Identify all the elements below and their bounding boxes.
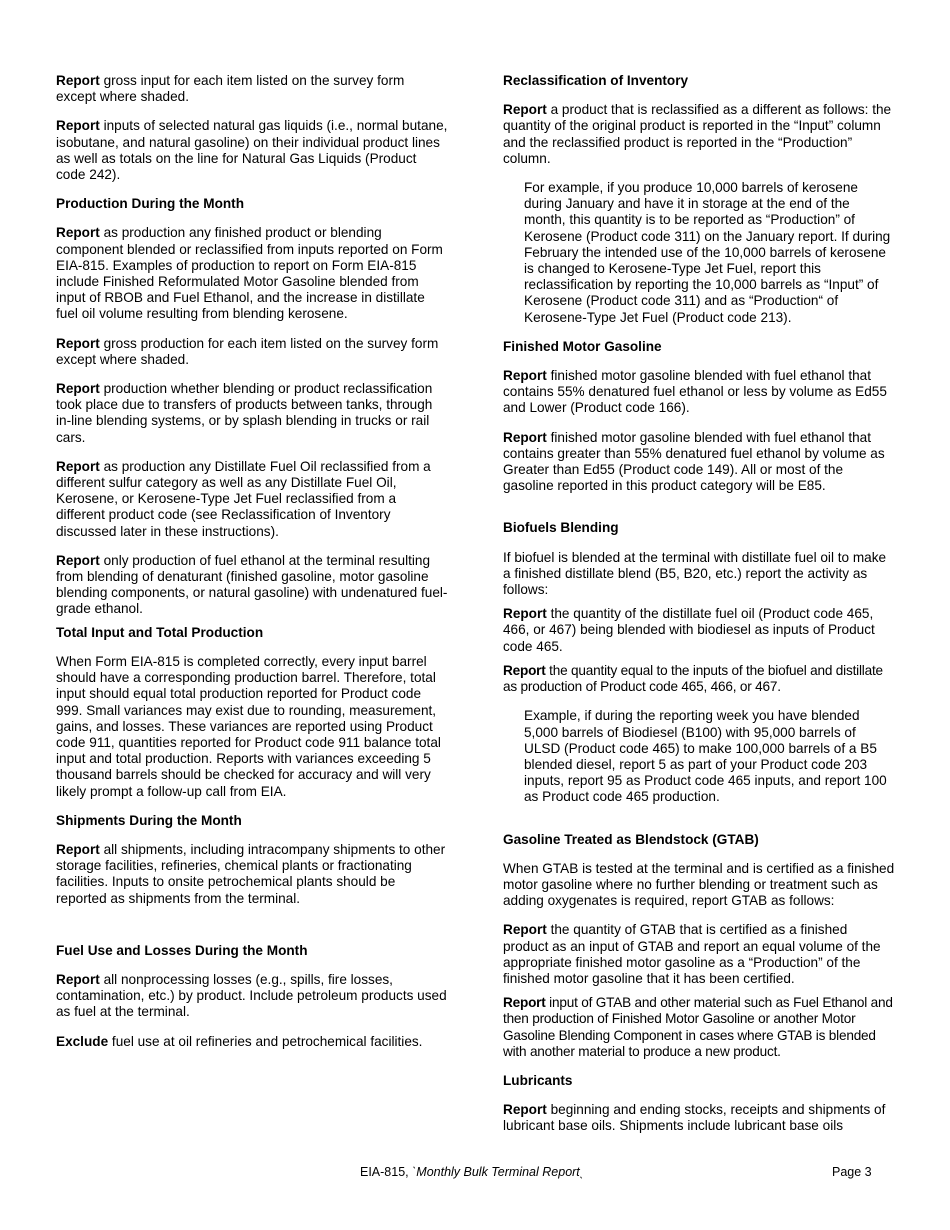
section-heading-gtab: Gasoline Treated as Blendstock (GTAB) (503, 831, 759, 847)
example-paragraph: For example, if you produce 10,000 barrels of kerosene during January and have it in storage at the end of the month, this quantity is to be reported as “Production” of Kerosene (Product code 311) on the January report. If during February the intended use of the 10,000 barrels of kerosene is changed to Kerosene-Type Jet Fuel, report this reclassification by reporting the 10,000 barrels as “Input” of Kerosene (Product code 311) and as “Production“ of Kerosene-Type Jet Fuel (Product code 213). (524, 180, 891, 325)
paragraph: Report finished motor gasoline blended with fuel ethanol that contains 55% denatured fuel ethanol or less by volume as Ed55 and Lower (Product code 166). (503, 368, 887, 416)
page-number: Page 3 (832, 1165, 872, 1179)
section-heading-lubricants: Lubricants (503, 1072, 573, 1088)
example-paragraph: Example, if during the reporting week you have blended 5,000 barrels of Biodiesel (B100) with 95,000 barrels of ULSD (Product code 465) to make 100,000 barrels of a B5 blended diesel, report 5 as part of your Product code 203 inputs, report 95 as Product code 465 inputs, and report 100 as Product code 465 production. (524, 708, 887, 805)
paragraph: Report input of GTAB and other material such as Fuel Ethanol and then production of Finished Motor Gasoline or another Motor Gasoline Blending Component in cases where GTAB is blended with another material to produce a new product. (503, 995, 893, 1059)
paragraph: Report only production of fuel ethanol at the terminal resulting from blending of denaturant (finished gasoline, motor gasoline blending components, or natural gasoline) with undenatured fuel-grade ethanol. (56, 552, 448, 617)
paragraph: If biofuel is blended at the terminal with distillate fuel oil to make a finished distillate blend (B5, B20, etc.) report the activity as follows: (503, 549, 887, 598)
paragraph: Report production whether blending or product reclassification took place due to transfers of products between tanks, through in-line blending systems, or by splash blending in trucks or rail cars. (56, 381, 433, 445)
paragraph: When GTAB is tested at the terminal and is certified as a finished motor gasoline where no further blending or treatment such as adding oxygenates is required, report GTAB as follows: (503, 860, 895, 909)
paragraph: Report inputs of selected natural gas liquids (i.e., normal butane, isobutane, and natural gasoline) on their individual product lines as well as totals on the line for Natural Gas Liquids (Product code 242). (56, 118, 448, 183)
paragraph: When Form EIA-815 is completed correctly, every input barrel should have a corresponding production barrel. Therefore, total input should equal total production reported for Product code 999. Small variances may exist due to rounding, measurement, gains, and losses. These variances are reported using Product code 911, quantities reported for Product code 911 balance total input and total production. Reports with variances exceeding 5 thousand barrels should be checked for accuracy and will very likely prompt a follow-up call from EIA. (56, 653, 441, 799)
paragraph: Report as production any Distillate Fuel Oil reclassified from a different sulfur category as well as any Distillate Fuel Oil, Kerosene, or Kerosene-Type Jet Fuel reclassified from a different product code (see Reclassification of Inventory discussed later in these instructions). (56, 458, 431, 539)
section-heading-reclassification: Reclassification of Inventory (503, 73, 689, 88)
paragraph: Report gross input for each item listed on the survey form except where shaded. (56, 73, 405, 105)
paragraph: Report beginning and ending stocks, receipts and shipments of lubricant base oils. Shipments include lubricant base oils (503, 1102, 886, 1134)
paragraph: Report gross production for each item listed on the survey form except where shaded. (56, 335, 439, 367)
right-column (503, 73, 895, 1148)
section-heading-total: Total Input and Total Production (56, 624, 264, 640)
paragraph: Report finished motor gasoline blended with fuel ethanol that contains greater than 55% denatured fuel ethanol by volume as Greater than Ed55 (Product code 149). All or most of the gasoline reported in this product category will be E85. (503, 429, 885, 494)
section-heading-gasoline: Finished Motor Gasoline (503, 338, 662, 354)
paragraph: Report the quantity of GTAB that is certified as a finished product as an input of GTAB and report an equal volume of the appropriate finished motor gasoline as a “Production” of the finished motor gasoline that it has been certified. (503, 922, 881, 986)
paragraph: Report all shipments, including intracompany shipments to other storage facilities, refineries, chemical plants or fractionating facilities. Inputs to onsite petrochemical plants should be reported as shipments from the terminal. (56, 841, 446, 906)
section-heading-fuel-use: Fuel Use and Losses During the Month (56, 942, 308, 958)
paragraph: Report as production any finished product or blending component blended or reclassified from inputs reported on Form EIA-815. Examples of production to report on Form EIA-815 include Finished Reformulated Motor Gasoline blended from input of RBOB and Fuel Ethanol, and the increase in distillate fuel oil volume resulting from blending kerosene. (56, 225, 443, 322)
paragraph: Report the quantity of the distillate fuel oil (Product code 465, 466, or 467) being blended with biodiesel as inputs of Product code 465. (503, 606, 875, 654)
section-heading-production: Production During the Month (56, 196, 245, 212)
footer-form-title: EIA-815, ˋMonthly Bulk Terminal Reportˎ (360, 1165, 584, 1179)
section-heading-biofuels: Biofuels Blending (503, 520, 619, 536)
section-heading-shipments: Shipments During the Month (56, 812, 242, 828)
paragraph: Report all nonprocessing losses (e.g., spills, fire losses, contamination, etc.) by product. Include petroleum products used as fuel at the terminal. (56, 971, 447, 1020)
left-column (56, 73, 448, 1063)
paragraph: Exclude fuel use at oil refineries and petrochemical facilities. (56, 1033, 423, 1049)
paragraph: Report the quantity equal to the inputs of the biofuel and distillate as production of Product code 465, 466, or 467. (503, 662, 883, 695)
paragraph: Report a product that is reclassified as a different as follows: the quantity of the original product is reported in the “Input” column and the reclassified product is reported in the “Production” column. (503, 102, 892, 166)
